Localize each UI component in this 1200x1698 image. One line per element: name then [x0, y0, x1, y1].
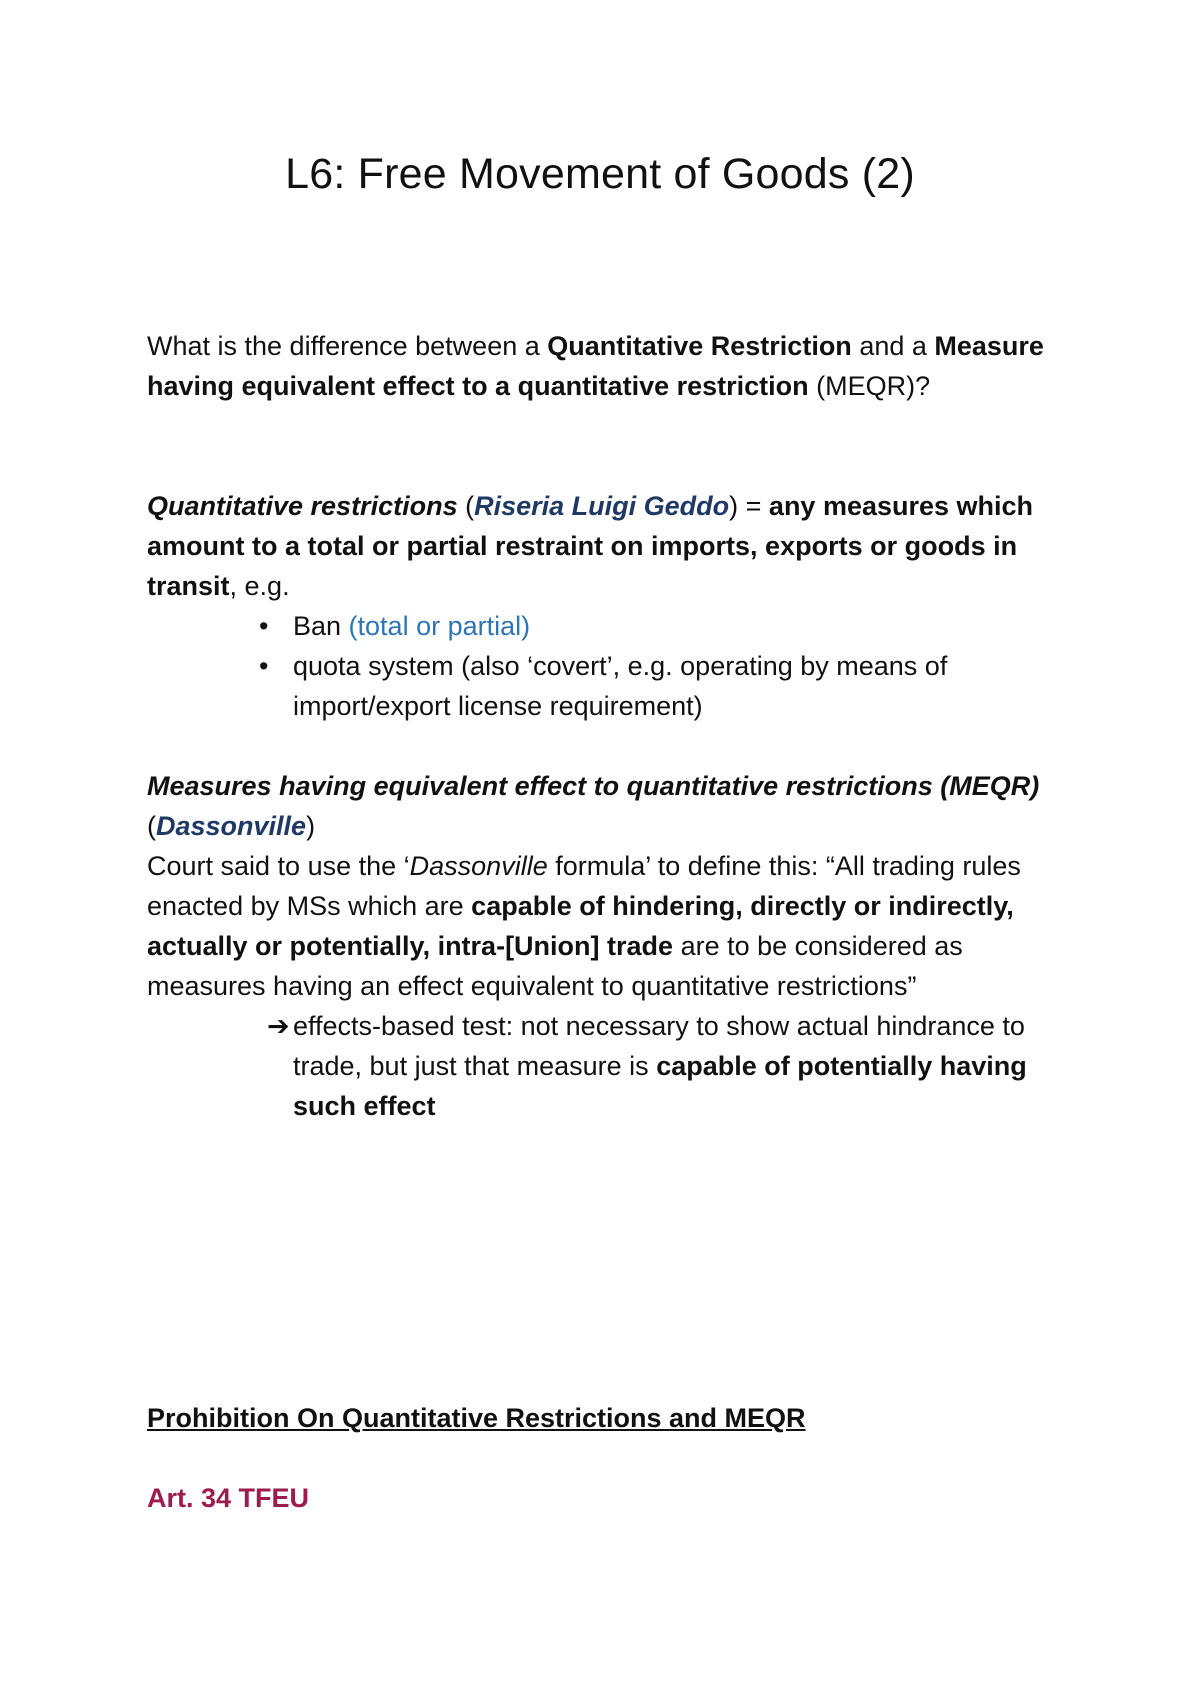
- question-paragraph: [147, 326, 1067, 406]
- term-meqr: Measure having equivalent effect to a quantitative restriction: [147, 331, 1044, 401]
- meqr-term: Measures having equivalent effect to quantitative restrictions (MEQR): [147, 771, 1040, 801]
- qr-definition: any measures which amount to a total or partial restraint on imports, exports or goods in transit: [147, 491, 1034, 601]
- arrow-right-icon: ➔: [267, 1011, 290, 1041]
- question-text: (MEQR)?: [808, 371, 931, 401]
- section-heading: Prohibition On Quantitative Restrictions and MEQR: [147, 1403, 806, 1433]
- effects-based-note: ➔ effects-based test: not necessary to show actual hindrance to trade, but just that measure is capable of potentially having such effect: [147, 1006, 1067, 1126]
- qr-examples-list: [147, 606, 1067, 726]
- list-item: • Ban (total or partial): [293, 606, 1067, 646]
- section-heading-block: [147, 1398, 1067, 1438]
- list-item: • quota system (also ‘covert’, e.g. operating by means of import/export license requirement): [293, 646, 1067, 726]
- case-name-geddo: Riseria Luigi Geddo: [474, 491, 730, 521]
- qr-section: Quantitative restrictions (Riseria Luigi Geddo) = any measures which amount to a total or partial restraint on imports, exports or goods in transit, e.g. • Ban (total or partial) • quota system (also ‘covert’, e.g. operating by means of import/export license requirement): [147, 486, 1067, 726]
- bullet-icon: •: [259, 651, 269, 681]
- dassonville-formula: Court said to use the ‘Dassonville formula’ to define this: “All trading rules enacted by MSs which are capable of hindering, directly or indirectly, actually or potentially, intra-[Union] trade are to be considered as measures having an effect equivalent to quantitative restrictions”: [147, 851, 1021, 1001]
- page-title: L6: Free Movement of Goods (2): [285, 150, 915, 198]
- case-name-dassonville: Dassonville: [156, 811, 307, 841]
- ban-note: (total or partial): [348, 611, 531, 641]
- term-quantitative-restriction: Quantitative Restriction: [547, 331, 852, 361]
- meqr-section: Measures having equivalent effect to quantitative restrictions (MEQR) (Dassonville) Court said to use the ‘Dassonville formula’ to define this: “All trading rules enacted by MSs which are capable of hindering, directly or indirectly, actually or potentially, intra-[Union] trade are to be considered as measures having an effect equivalent to quantitative restrictions” ➔ effects-based test: not necessary to show actual hindrance to trade, but just that measure is capable of potentially having such effect: [147, 766, 1067, 1126]
- bullet-icon: •: [259, 611, 269, 641]
- qr-term: Quantitative restrictions: [147, 491, 458, 521]
- question-text: What is the difference between a: [147, 331, 548, 361]
- article-heading: Art. 34 TFEU: [147, 1483, 310, 1513]
- question-text: and a: [851, 331, 935, 361]
- article-block: [147, 1478, 1067, 1518]
